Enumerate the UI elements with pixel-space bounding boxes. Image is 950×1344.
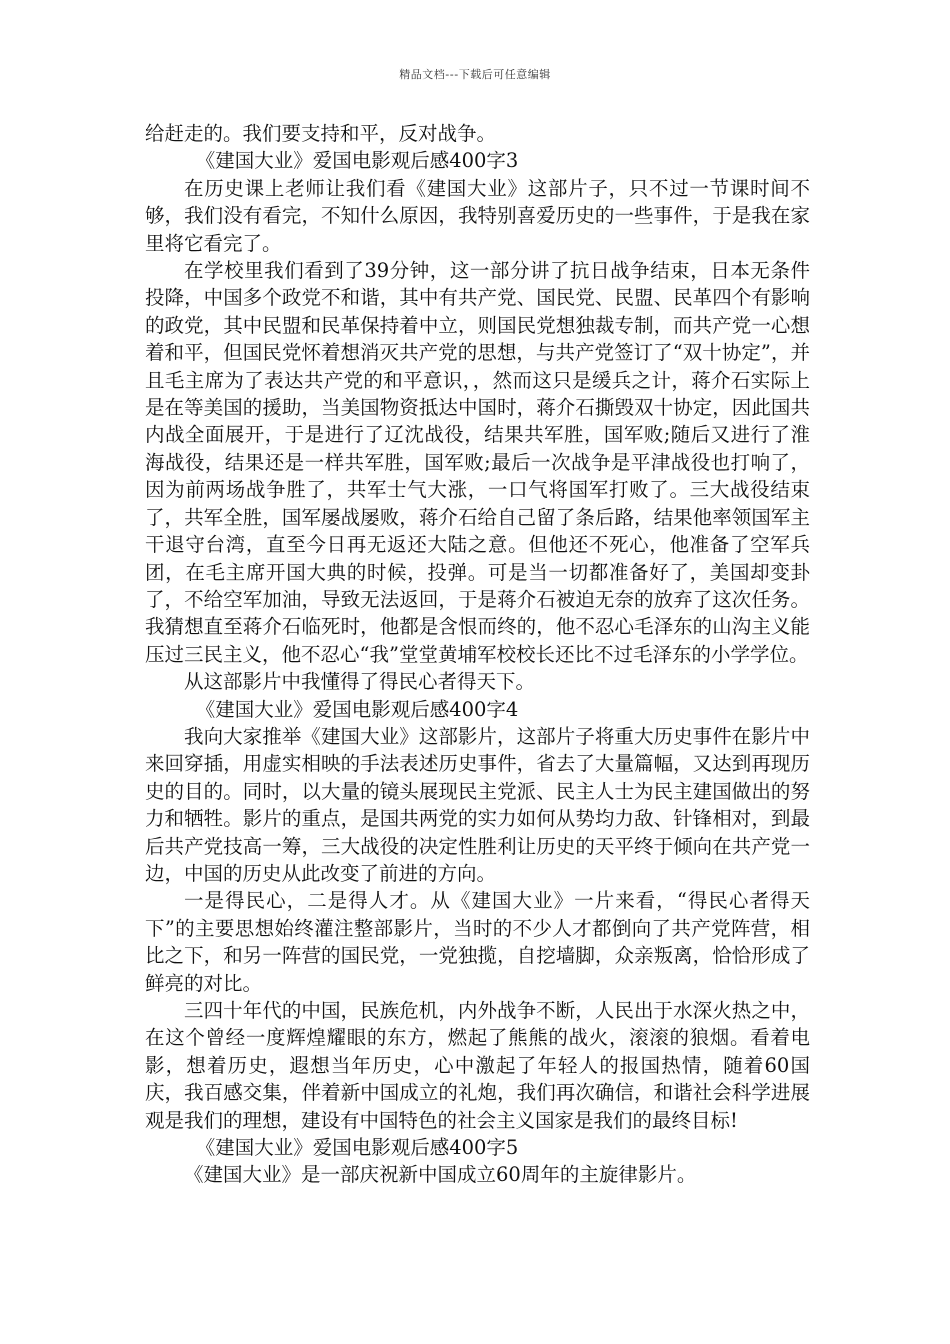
paragraph: 从这部影片中我懂得了得民心者得天下。 bbox=[184, 670, 536, 694]
page-header: 精品文档---下载后可任意编辑 bbox=[399, 68, 551, 81]
paragraph: 给赶走的。我们要支持和平，反对战争。 bbox=[145, 122, 497, 145]
paragraph: 《建国大业》是一部庆祝新中国成立60周年的主旋律影片。 bbox=[184, 1163, 697, 1187]
section-heading: 《建国大业》爱国电影观后感400字3 bbox=[195, 149, 519, 173]
paragraph: 三四十年代的中国，民族危机，内外战争不断，人民出于水深火热之中，在这个曾经一度辉煌耀眼的东方，燃起了熊熊的战火，滚滚的狼烟。看着电影，想着历史，遐想当年历史，心中激起了年轻人的报国热情，随着60国庆，我百感交集，伴着新中国成立的礼炮，我们再次确信，和谐社会科学进展观是我们的理想，建设有中国特色的社会主义国家是我们的最终目标! bbox=[145, 999, 810, 1132]
paragraph: 一是得民心，二是得人才。从《建国大业》一片来看，“得民心者得天下”的主要思想始终灌注整部影片，当时的不少人才都倒向了共产党阵营，相比之下，和另一阵营的国民党，一党独揽，自挖墙脚，众亲叛离，恰恰形成了鲜亮的对比。 bbox=[145, 889, 810, 995]
section-heading: 《建国大业》爱国电影观后感400字4 bbox=[195, 697, 519, 721]
paragraph: 在历史课上老师让我们看《建国大业》这部片子，只不过一节课时间不够，我们没有看完，不知什么原因，我特别喜爱历史的一些事件，于是我在家里将它看完了。 bbox=[145, 176, 810, 255]
document-body bbox=[145, 120, 810, 1189]
paragraph: 我向大家推举《建国大业》这部影片，这部片子将重大历史事件在影片中来回穿插，用虚实相映的手法表述历史事件，省去了大量篇幅，又达到再现历史的目的。同时，以大量的镜头展现民主党派、民主人士为民主建国做出的努力和牺牲。影片的重点，是国共两党的实力如何从势均力敌、针锋相对，到最后共产党技高一筹，三大战役的决定性胜利让历史的天平终于倾向在共产党一边，中国的历史从此改变了前进的方向。 bbox=[145, 724, 810, 885]
paragraph: 在学校里我们看到了39分钟，这一部分讲了抗日战争结束，日本无条件投降，中国多个政党不和谐，其中有共产党、国民党、民盟、民革四个有影响的政党，其中民盟和民革保持着中立，则国民党想独裁专制，而共产党一心想着和平，但国民党怀着想消灭共产党的思想，与共产党签订了“双十协定”，并且毛主席为了表达共产党的和平意识，，然而这只是缓兵之计，蒋介石实际上是在等美国的援助，当美国物资抵达中国时，蒋介石撕毁双十协定，因此国共内战全面展开，于是进行了辽沈战役，结果共军胜，国军败;随后又进行了淮海战役，结果还是一样共军胜，国军败;最后一次战争是平津战役也打响了，因为前两场战争胜了，共军士气大涨，一口气将国军打败了。三大战役结束了，共军全胜，国军屡战屡败，蒋介石给自己留了条后路，结果他率领国军主干退守台湾，直至今日再无返还大陆之意。但他还不死心，他准备了空军兵团，在毛主席开国大典的时候，投弹。可是当一切都准备好了，美国却变卦了，不给空军加油，导致无法返回，于是蒋介石被迫无奈的放弃了这次任务。我猜想直至蒋介石临死时，他都是含恨而终的，他不忍心毛泽东的山沟主义能压过三民主义，他不忍心“我”堂堂黄埔军校校长还比不过毛泽东的小学学位。 bbox=[145, 259, 810, 666]
section-heading: 《建国大业》爱国电影观后感400字5 bbox=[195, 1136, 519, 1160]
